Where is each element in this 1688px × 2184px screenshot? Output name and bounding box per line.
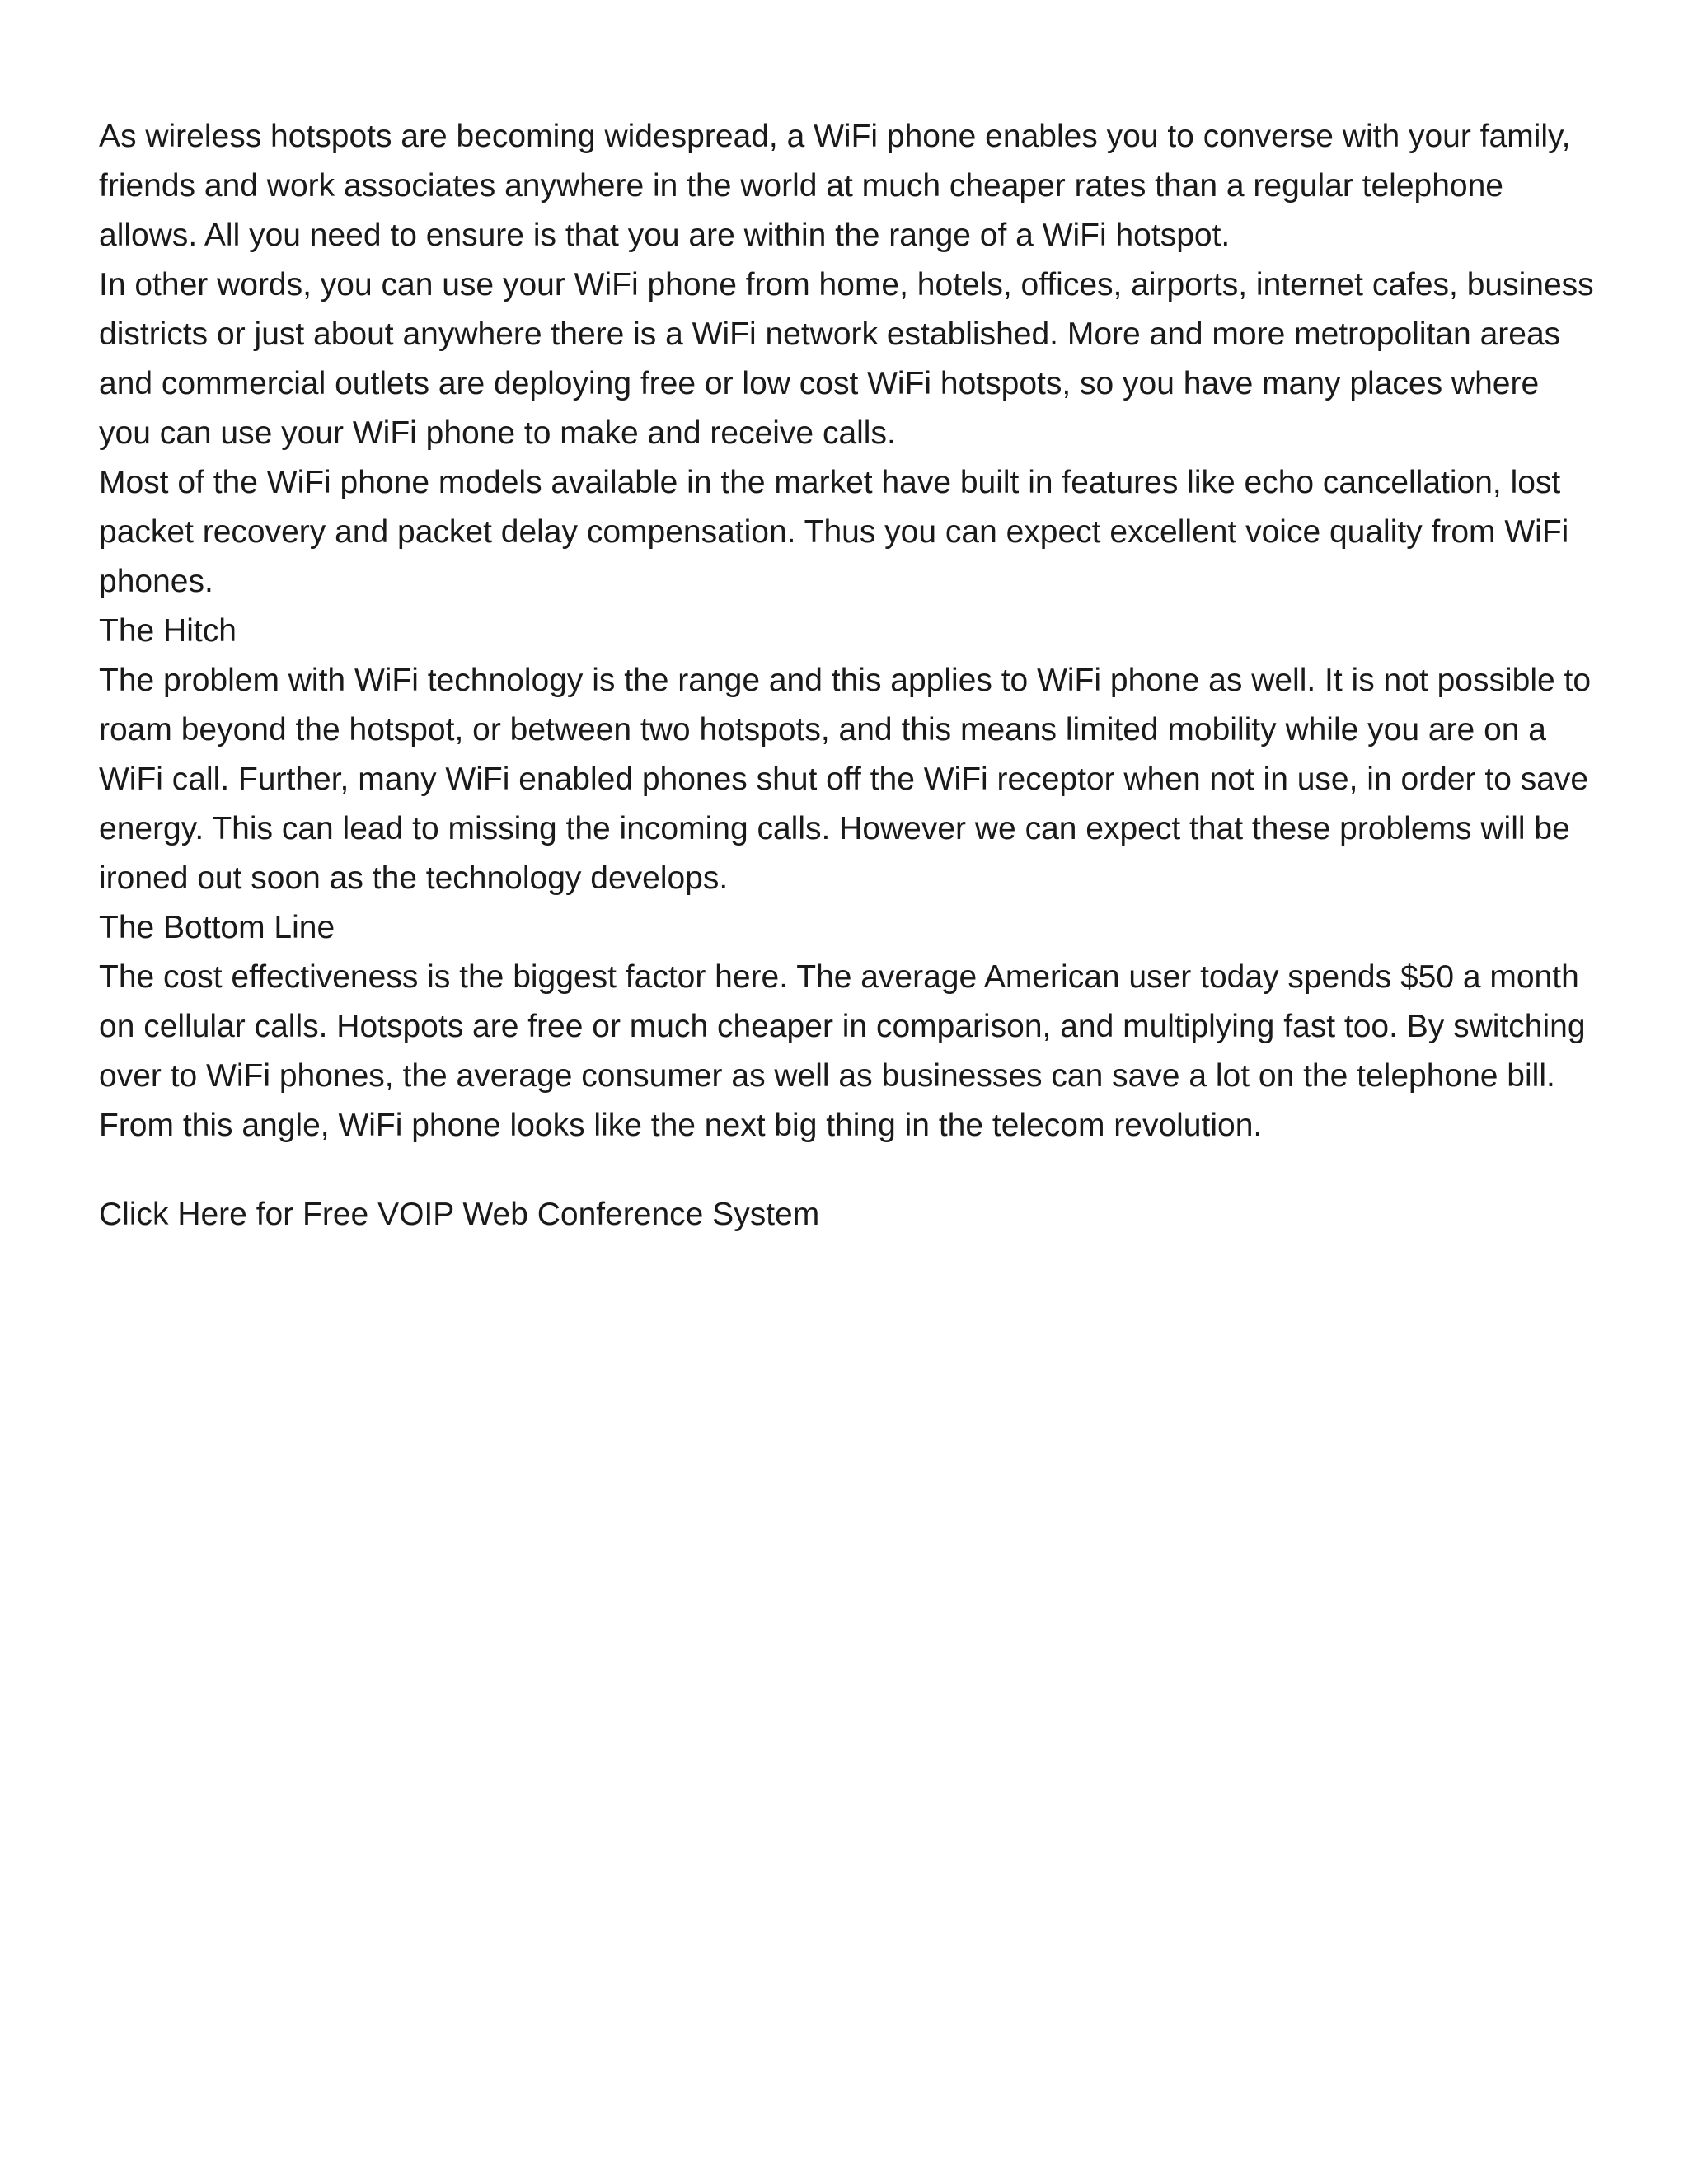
paragraph-usage: In other words, you can use your WiFi phone from home, hotels, offices, airports, internet cafes, business districts or just about anywhere there is a WiFi network established. More and more metropolitan areas and commercial outlets are deploying free or low cost WiFi hotspots, so you have many places where you can use your WiFi phone to make and receive calls. [99,267,1594,451]
conference-link-line [99,1190,1599,1240]
paragraph-hitch: The problem with WiFi technology is the range and this applies to WiFi phone as well. It is not possible to roam beyond the hotspot, or between two hotspots, and this means limited mobility while you are on a WiFi call. Further, many WiFi enabled phones shut off the WiFi receptor when not in use, in order to save energy. This can lead to missing the incoming calls. However we can expect that these problems will be ironed out soon as the technology develops. [99,663,1592,896]
heading-the-hitch: The Hitch [99,613,237,649]
paragraph-features: Most of the WiFi phone models available in the market have built in features like echo cancellation, lost packet recovery and packet delay compensation. Thus you can expect excellent voice quality from WiFi phones. [99,465,1569,599]
voip-conference-link[interactable]: Click Here for Free VOIP Web Conference System [99,1197,820,1232]
paragraph-intro: As wireless hotspots are becoming widespread, a WiFi phone enables you to converse with your family, friends and work associates anywhere in the world at much cheaper rates than a regular telephone allows. All you need to ensure is that you are within the range of a WiFi hotspot. [99,119,1571,253]
heading-bottom-line: The Bottom Line [99,910,335,945]
document-body [99,112,1599,1240]
paragraph-bottom-line: The cost effectiveness is the biggest factor here. The average American user today spends $50 a month on cellular calls. Hotspots are free or much cheaper in comparison, and multiplying fast too. By switching over to WiFi phones, the average consumer as well as businesses can save a lot on the telephone bill. From this angle, WiFi phone looks like the next big thing in the telecom revolution. [99,959,1586,1143]
